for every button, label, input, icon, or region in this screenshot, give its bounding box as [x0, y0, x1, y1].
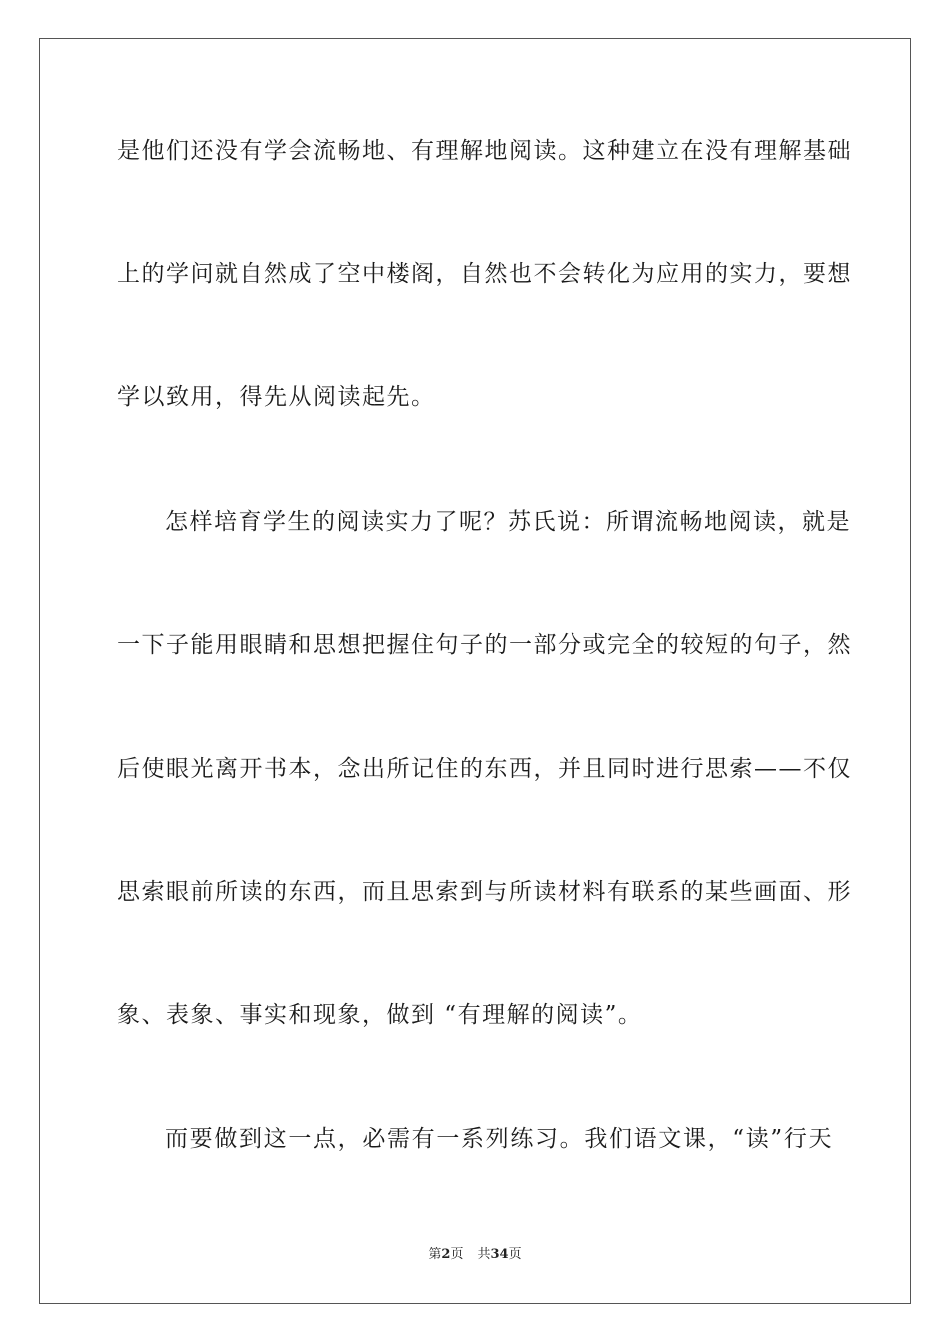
page-number: 2: [441, 1247, 451, 1262]
total-prefix: 共: [477, 1247, 491, 1262]
page-footer: [0, 1246, 950, 1264]
paragraph-line: 上的学问就自然成了空中楼阁，自然也不会转化为应用的实力，要想: [117, 261, 852, 287]
page-prefix: 第: [428, 1247, 442, 1262]
paragraph-first-line: 怎样培育学生的阅读实力了呢？苏氏说：所谓流畅地阅读，就是: [165, 509, 851, 535]
page-border: [39, 38, 911, 1304]
paragraph-line: 后使眼光离开书本，念出所记住的东西，并且同时进行思索——不仅: [117, 756, 852, 782]
page-suffix: 页: [450, 1247, 464, 1262]
paragraph-first-line: 而要做到这一点，必需有一系列练习。我们语文课，“读”行天: [165, 1126, 833, 1152]
paragraph-line: 是他们还没有学会流畅地、有理解地阅读。这种建立在没有理解基础: [117, 138, 852, 164]
total-suffix: 页: [508, 1247, 522, 1262]
paragraph-line: 思索眼前所读的东西，而且思索到与所读材料有联系的某些画面、形: [117, 879, 852, 905]
paragraph-line: 一下子能用眼睛和思想把握住句子的一部分或完全的较短的句子，然: [117, 632, 852, 658]
total-pages: 34: [490, 1247, 509, 1262]
paragraph-line: 学以致用，得先从阅读起先。: [117, 384, 436, 410]
paragraph-line: 象、表象、事实和现象，做到 “有理解的阅读”。: [117, 1002, 643, 1028]
